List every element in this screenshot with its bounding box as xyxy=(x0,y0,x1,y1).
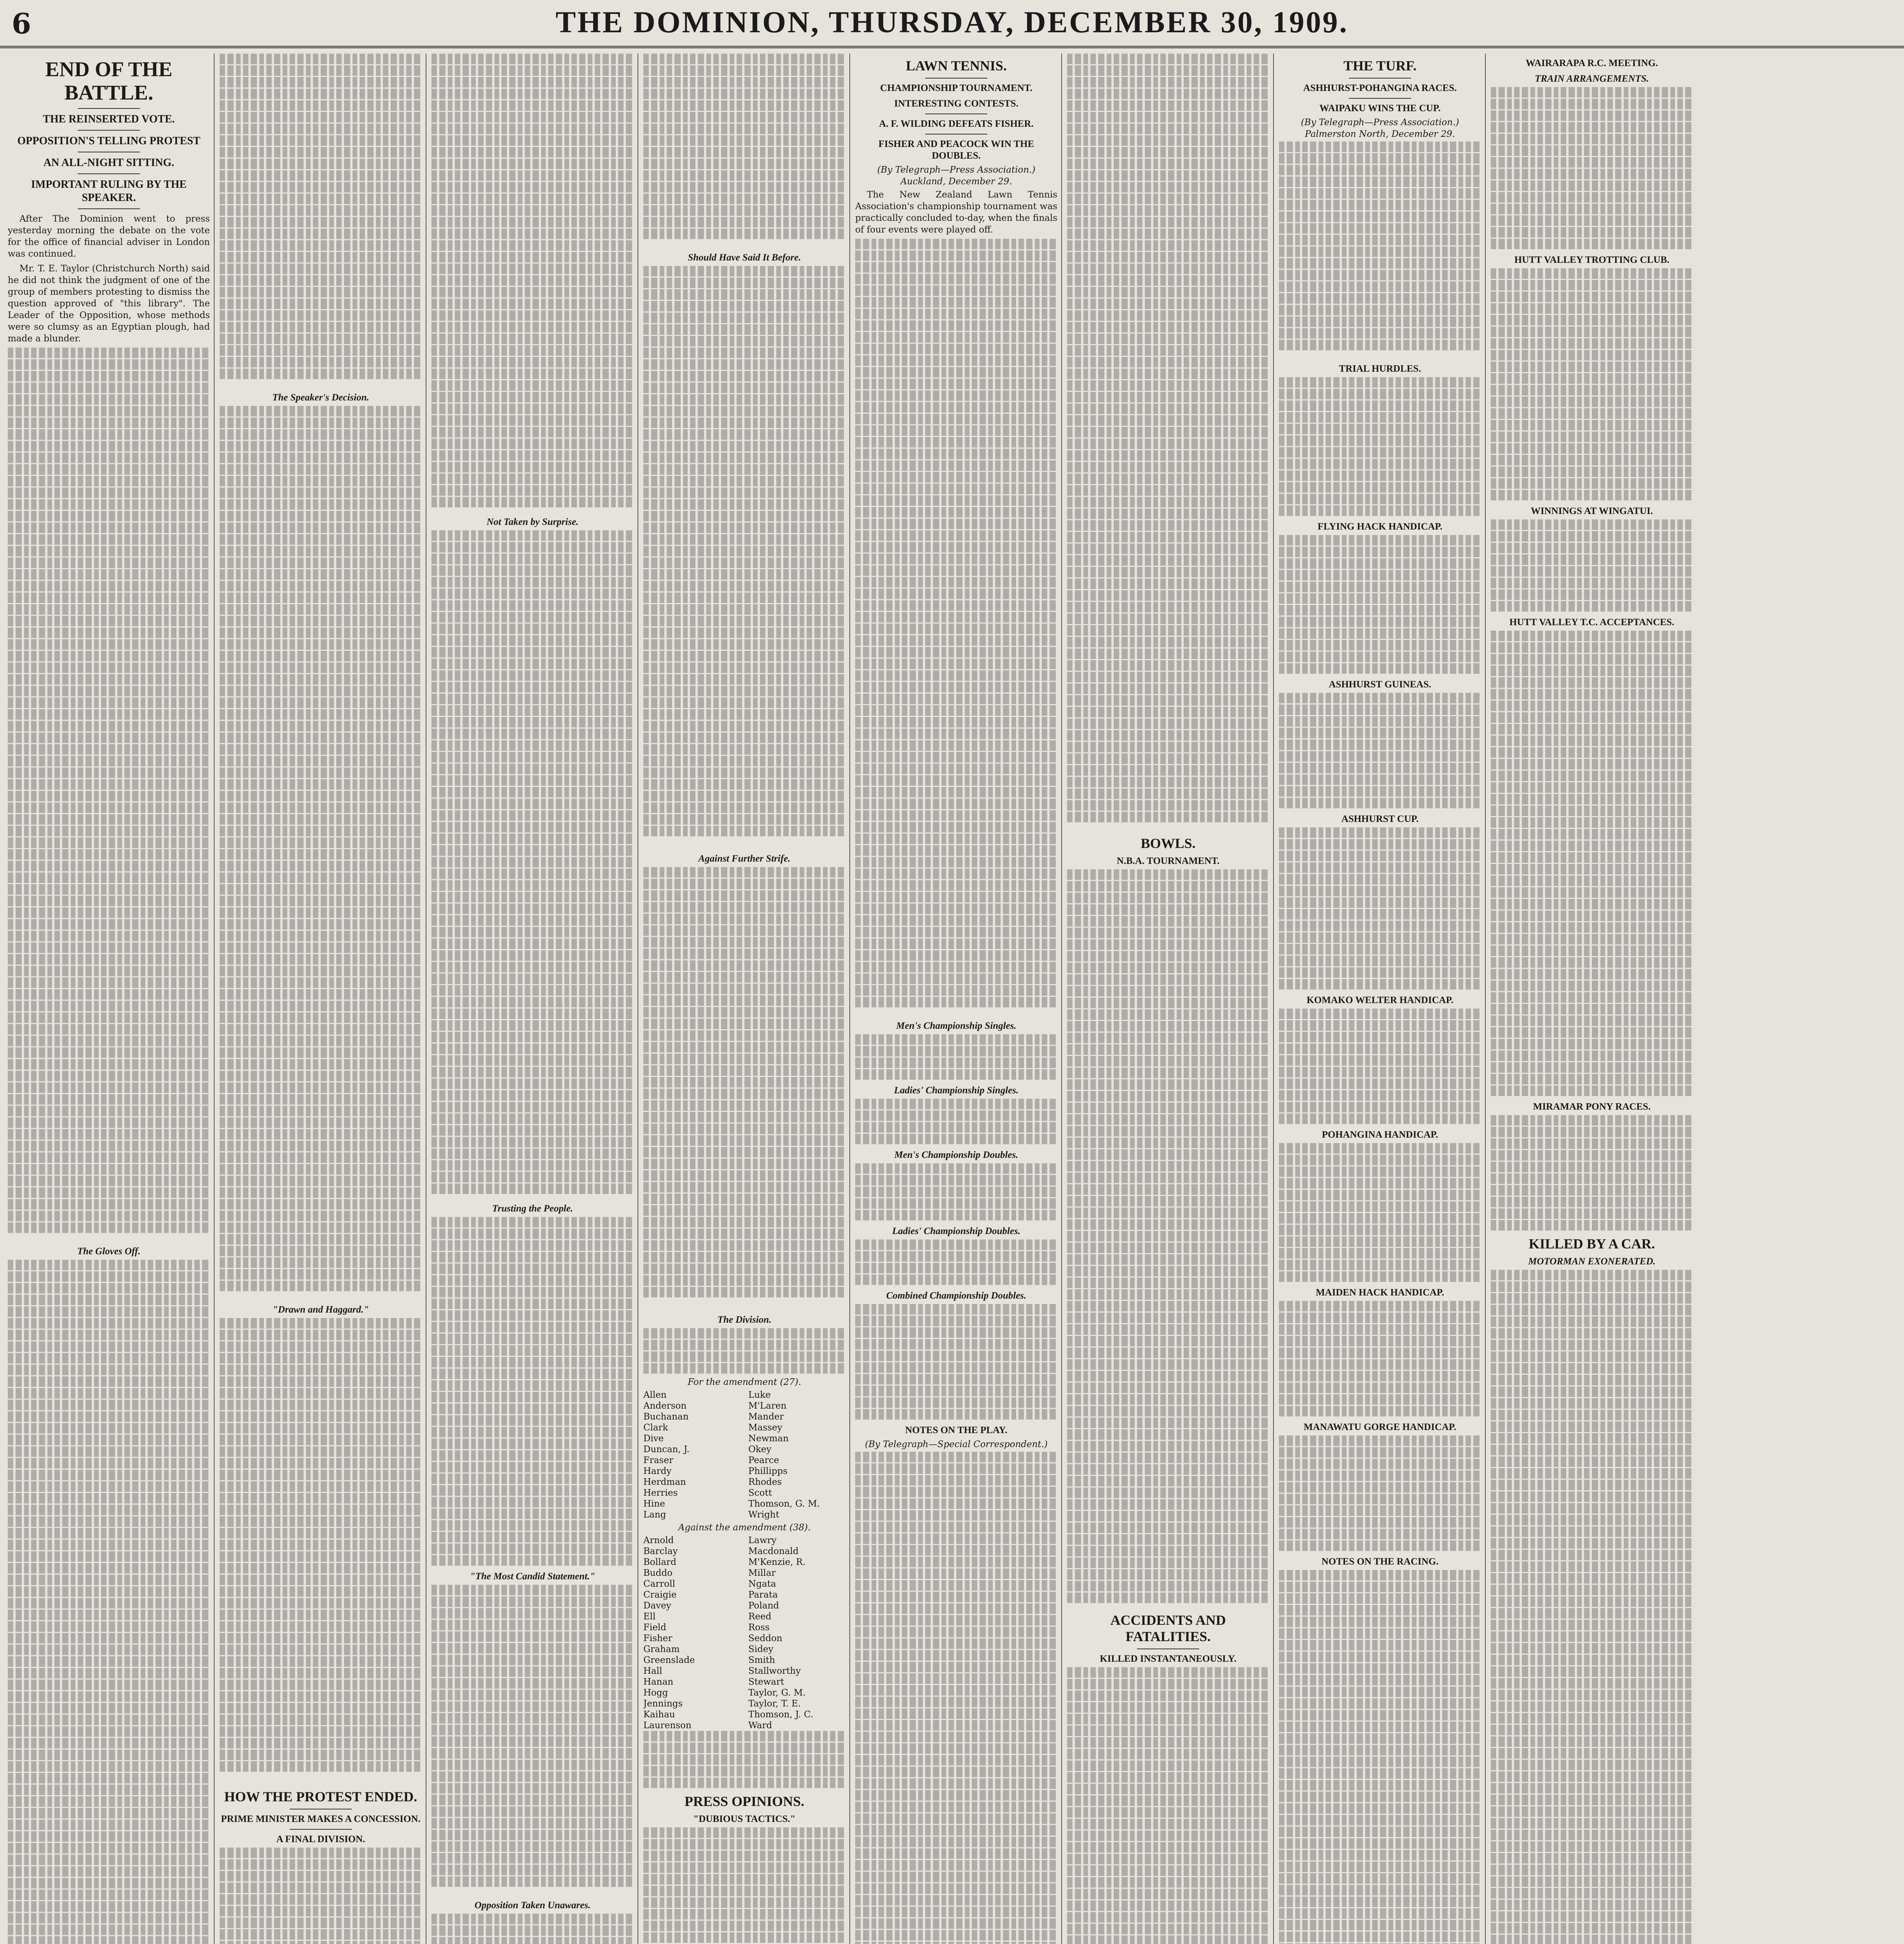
section-heading: Ladies' Championship Doubles. xyxy=(892,1226,1020,1236)
member-name: Craigie xyxy=(643,1590,677,1600)
member-name: Poland xyxy=(748,1601,779,1611)
member-name: Hardy xyxy=(643,1466,672,1476)
column-rule xyxy=(1061,54,1062,1944)
member-name: Ell xyxy=(643,1612,656,1622)
text-block xyxy=(855,1239,1057,1286)
member-name: Barclay xyxy=(643,1546,678,1556)
member-name: Bollard xyxy=(643,1557,676,1567)
member-name: Hine xyxy=(643,1499,665,1509)
member-name: Carroll xyxy=(643,1579,675,1589)
member-name: Taylor, T. E. xyxy=(748,1699,801,1709)
text-block xyxy=(1491,631,1693,1097)
text-block xyxy=(643,1731,845,1789)
subhead: "DUBIOUS TACTICS." xyxy=(693,1814,796,1824)
divider xyxy=(1349,78,1411,79)
member-name: Herries xyxy=(643,1488,678,1498)
member-name: Hanan xyxy=(643,1677,674,1687)
text-block xyxy=(643,54,845,248)
text-block xyxy=(1491,268,1693,502)
section-heading: Trusting the People. xyxy=(492,1203,573,1214)
newspaper-title: THE DOMINION, THURSDAY, DECEMBER 30, 1909. xyxy=(555,5,1349,39)
text-block xyxy=(855,1099,1057,1145)
article-paragraph: After The Dominion went to press yesterday morning the debate on the vote for the office of financial adviser in London was continued. xyxy=(8,214,210,259)
section-heading: Combined Championship Doubles. xyxy=(886,1290,1027,1301)
text-block xyxy=(1279,827,1481,991)
member-name: Hall xyxy=(643,1666,662,1676)
subhead: TRAIN ARRANGEMENTS. xyxy=(1535,73,1649,84)
column-6 xyxy=(1067,54,1269,1944)
member-name: Graham xyxy=(643,1644,680,1654)
text-block xyxy=(1491,87,1693,250)
text-block xyxy=(1279,377,1481,517)
text-block xyxy=(220,1848,422,1944)
byline: (By Telegraph—Press Association.) Auckland, December 29. xyxy=(877,165,1036,187)
member-name: Scott xyxy=(748,1488,772,1498)
member-name: Davey xyxy=(643,1601,671,1611)
member-name: Dive xyxy=(643,1434,664,1444)
member-name: Phillipps xyxy=(748,1466,788,1476)
article-paragraph: The New Zealand Lawn Tennis Association's championship tournament was practically concluded to-day, when the finals of four events were played off. xyxy=(855,190,1057,235)
subhead: NOTES ON THE PLAY. xyxy=(905,1425,1008,1435)
divider xyxy=(78,130,140,131)
member-name: Smith xyxy=(748,1655,775,1665)
text-block xyxy=(1067,869,1269,1608)
section-heading: The Speaker's Decision. xyxy=(272,392,369,403)
text-block xyxy=(220,406,422,1300)
section-heading: The Division. xyxy=(717,1315,772,1325)
member-name: Pearce xyxy=(748,1455,779,1465)
section-heading: Ladies' Championship Singles. xyxy=(894,1085,1019,1096)
column-5 xyxy=(855,54,1057,1944)
member-name: Fraser xyxy=(643,1455,674,1465)
text-block xyxy=(1279,693,1481,809)
divider xyxy=(78,173,140,174)
text-block xyxy=(8,1260,210,1944)
subhead: NOTES ON THE RACING. xyxy=(1321,1556,1439,1567)
divider xyxy=(1349,98,1411,99)
section-headline: KILLED BY A CAR. xyxy=(1528,1236,1655,1252)
member-name: Greenslade xyxy=(643,1655,695,1665)
division-heading-ayes: For the amendment (27). xyxy=(688,1377,801,1387)
section-headline: BOWLS. xyxy=(1141,836,1196,851)
member-name: Ross xyxy=(748,1622,770,1633)
column-4 xyxy=(643,54,845,1944)
text-block xyxy=(855,1034,1057,1081)
subhead: CHAMPIONSHIP TOURNAMENT. xyxy=(880,83,1032,93)
subhead: WAIPAKU WINS THE CUP. xyxy=(1319,103,1441,114)
column-2 xyxy=(220,54,422,1944)
subhead: A. F. WILDING DEFEATS FISHER. xyxy=(879,119,1034,129)
text-block xyxy=(855,1452,1057,1944)
text-block xyxy=(1279,1570,1481,1944)
subhead: ASHHURST-POHANGINA RACES. xyxy=(1303,83,1457,93)
member-name: Jennings xyxy=(643,1699,683,1709)
member-name: Anderson xyxy=(643,1401,687,1411)
subhead: KILLED INSTANTANEOUSLY. xyxy=(1100,1654,1237,1664)
text-block xyxy=(1279,142,1481,359)
subhead: A FINAL DIVISION. xyxy=(276,1834,365,1844)
text-block xyxy=(1279,535,1481,675)
text-block xyxy=(643,867,845,1310)
column-1 xyxy=(8,54,210,1944)
section-heading: The Gloves Off. xyxy=(77,1246,141,1257)
column-8 xyxy=(1491,54,1895,1944)
column-rule xyxy=(849,54,850,1944)
divider xyxy=(78,208,140,209)
subhead: MOTORMAN EXONERATED. xyxy=(1528,1256,1656,1267)
member-name: Field xyxy=(643,1622,667,1633)
text-block xyxy=(220,54,422,388)
member-name: Buddo xyxy=(643,1568,673,1578)
member-name: Duncan, J. xyxy=(643,1444,690,1455)
member-name: Allen xyxy=(643,1390,667,1400)
section-heading: Men's Championship Singles. xyxy=(896,1021,1017,1031)
member-name: Stallworthy xyxy=(748,1666,801,1676)
text-block xyxy=(1067,1667,1269,1944)
member-name: Ward xyxy=(748,1720,772,1731)
member-name: Arnold xyxy=(643,1535,674,1545)
member-name: Thomson, G. M. xyxy=(748,1499,820,1509)
section-heading: Should Have Said It Before. xyxy=(688,252,801,263)
text-block xyxy=(1491,1270,1693,1944)
subhead: PRIME MINISTER MAKES A CONCESSION. xyxy=(221,1814,421,1824)
headline-end-of-battle: END OF THE BATTLE. xyxy=(45,58,173,104)
race-heading: FLYING HACK HANDICAP. xyxy=(1317,521,1443,532)
subhead: WAIRARAPA R.C. MEETING. xyxy=(1525,58,1658,68)
masthead xyxy=(0,0,1904,48)
member-name: Kaihau xyxy=(643,1710,675,1720)
member-name: Okey xyxy=(748,1444,772,1455)
section-heading: "The Most Candid Statement." xyxy=(470,1571,596,1582)
section-heading: Not Taken by Surprise. xyxy=(486,517,579,527)
race-heading: KOMAKO WELTER HANDICAP. xyxy=(1307,995,1453,1005)
member-name: M'Laren xyxy=(748,1401,787,1411)
subhead: IMPORTANT RULING BY THE SPEAKER. xyxy=(31,178,187,204)
member-name: Laurenson xyxy=(643,1720,692,1731)
text-block xyxy=(643,266,845,849)
page-columns xyxy=(8,54,1896,1944)
text-block xyxy=(855,239,1057,1016)
text-block xyxy=(8,348,210,1242)
member-name: Thomson, J. C. xyxy=(748,1710,814,1720)
headline-the-turf: THE TURF. xyxy=(1343,58,1417,73)
divider xyxy=(290,1829,352,1830)
text-block xyxy=(643,1328,845,1375)
race-heading: TRIAL HURDLES. xyxy=(1339,364,1421,374)
column-rule xyxy=(214,54,215,1944)
column-3 xyxy=(431,54,634,1944)
column-rule xyxy=(1485,54,1486,1944)
member-name: Herdman xyxy=(643,1477,686,1487)
subhead: MIRAMAR PONY RACES. xyxy=(1533,1101,1651,1112)
member-name: Macdonald xyxy=(748,1546,799,1556)
headline-lawn-tennis: LAWN TENNIS. xyxy=(906,58,1007,73)
subhead: THE REINSERTED VOTE. xyxy=(43,113,175,125)
subhead: N.B.A. TOURNAMENT. xyxy=(1116,856,1220,866)
member-name: Clark xyxy=(643,1423,668,1433)
text-block xyxy=(1279,1435,1481,1552)
divider xyxy=(78,108,140,109)
race-heading: POHANGINA HANDICAP. xyxy=(1322,1129,1438,1140)
text-block xyxy=(1491,1115,1693,1232)
member-name: Fisher xyxy=(643,1633,673,1643)
divider xyxy=(925,78,987,79)
divider xyxy=(925,134,987,135)
text-block xyxy=(855,1163,1057,1222)
text-block xyxy=(431,530,634,1199)
text-block xyxy=(855,1304,1057,1421)
subhead: HUTT VALLEY T.C. ACCEPTANCES. xyxy=(1509,617,1675,628)
text-block xyxy=(431,1217,634,1567)
subhead: FISHER AND PEACOCK WIN THE DOUBLES. xyxy=(878,139,1034,161)
text-block xyxy=(431,1585,634,1896)
ayes-list xyxy=(643,1390,845,1520)
member-name: Hogg xyxy=(643,1688,668,1698)
text-block xyxy=(431,54,634,512)
text-block xyxy=(220,1318,422,1785)
member-name: Reed xyxy=(748,1612,772,1622)
member-name: Massey xyxy=(748,1423,783,1433)
member-name: M'Kenzie, R. xyxy=(748,1557,806,1567)
section-headline: HOW THE PROTEST ENDED. xyxy=(224,1789,417,1804)
section-heading: Men's Championship Doubles. xyxy=(894,1150,1018,1160)
race-heading: MANAWATU GORGE HANDICAP. xyxy=(1303,1422,1457,1432)
member-name: Parata xyxy=(748,1590,778,1600)
member-name: Newman xyxy=(748,1434,789,1444)
section-heading: Against Further Strife. xyxy=(698,853,791,864)
byline: (By Telegraph—Press Association.) Palmerston North, December 29. xyxy=(1301,117,1459,139)
section-heading: Opposition Taken Unawares. xyxy=(474,1900,591,1911)
text-block xyxy=(1279,1009,1481,1125)
race-heading: ASHHURST CUP. xyxy=(1341,814,1419,824)
subhead: HUTT VALLEY TROTTING CLUB. xyxy=(1514,255,1670,265)
page-number: 6 xyxy=(12,7,31,40)
text-block xyxy=(1491,519,1693,613)
member-name: Millar xyxy=(748,1568,776,1578)
subhead: WINNINGS AT WINGATUI. xyxy=(1530,506,1653,516)
member-name: Buchanan xyxy=(643,1412,689,1422)
race-heading: MAIDEN HACK HANDICAP. xyxy=(1315,1287,1445,1298)
byline: (By Telegraph—Special Correspondent.) xyxy=(865,1439,1048,1449)
text-block xyxy=(1067,54,1269,831)
member-name: Ngata xyxy=(748,1579,776,1589)
section-headline: ACCIDENTS AND FATALITIES. xyxy=(1110,1612,1226,1644)
subhead: AN ALL-NIGHT SITTING. xyxy=(43,157,175,169)
subhead: OPPOSITION'S TELLING PROTEST xyxy=(17,135,201,147)
text-block xyxy=(643,1827,845,1944)
column-rule xyxy=(1273,54,1274,1944)
member-name: Rhodes xyxy=(748,1477,782,1487)
text-block xyxy=(1279,1143,1481,1283)
member-name: Sidey xyxy=(748,1644,774,1654)
section-heading: "Drawn and Haggard." xyxy=(272,1304,369,1315)
section-headline: PRESS OPINIONS. xyxy=(684,1794,805,1809)
member-name: Seddon xyxy=(748,1633,783,1643)
division-heading-noes: Against the amendment (38). xyxy=(678,1523,811,1533)
subhead: INTERESTING CONTESTS. xyxy=(894,98,1018,109)
member-name: Taylor, G. M. xyxy=(748,1688,806,1698)
text-block xyxy=(431,1914,634,1944)
member-name: Mander xyxy=(748,1412,784,1422)
column-7 xyxy=(1279,54,1481,1944)
member-name: Lang xyxy=(643,1510,666,1520)
member-name: Stewart xyxy=(748,1677,784,1687)
column-8-content xyxy=(1491,54,1693,1944)
member-name: Wright xyxy=(748,1510,779,1520)
member-name: Lawry xyxy=(748,1535,777,1545)
race-heading: ASHHURST GUINEAS. xyxy=(1329,679,1431,690)
article-paragraph: Mr. T. E. Taylor (Christchurch North) said he did not think the judgment of one of the group of members protesting to dismiss the question approved of "this library". The Leader of the Opposition, whose methods were so clumsy as an Egyptian plough, had made a blunder. xyxy=(8,264,210,344)
text-block xyxy=(1279,1301,1481,1418)
member-name: Luke xyxy=(748,1390,771,1400)
noes-list xyxy=(643,1535,845,1731)
